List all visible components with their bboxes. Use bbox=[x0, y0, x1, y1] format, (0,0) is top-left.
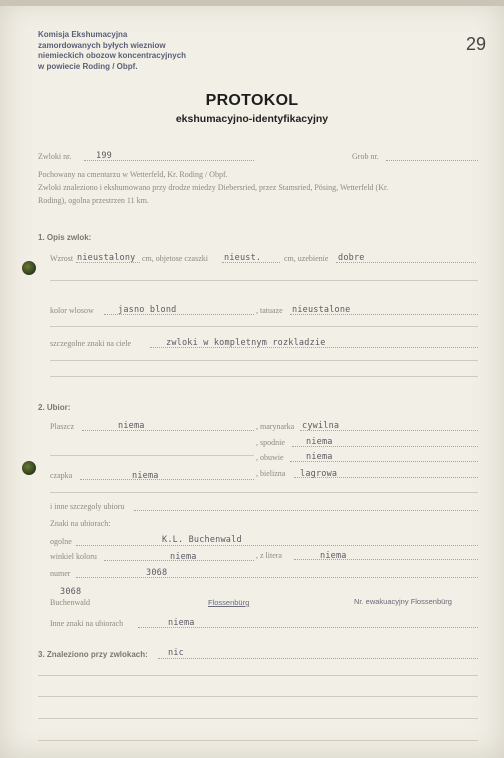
obuwie-label: , obuwie bbox=[256, 453, 284, 462]
page-number: 29 bbox=[465, 34, 486, 54]
kolor-wlosow-label: kolor wlosow bbox=[50, 306, 94, 315]
blank-rule-10 bbox=[38, 740, 478, 741]
marynarka-label: , marynarka bbox=[256, 422, 295, 431]
blank-rule-8 bbox=[38, 696, 478, 697]
buchenwald-label: Buchenwald bbox=[50, 598, 90, 607]
znaki-na-ciele-label: szczegolne znaki na ciele bbox=[50, 339, 132, 348]
numer-dotline bbox=[76, 577, 478, 578]
wzrost-value: nieustalony bbox=[77, 253, 136, 263]
inne-szczegoly-dotline bbox=[134, 510, 478, 511]
pochowany-text: Pochowany na cmentarzu w Wetterfeld, Kr. Roding / Obpf. bbox=[38, 170, 228, 179]
tatuaze-label: , tatuaze bbox=[256, 306, 283, 315]
znalezione-line-1: Zwloki znaleziono i ekshumowano przy drodze miedzy Diebersried, przez Stamsried, Pösing, Wetterfeld (Kr. bbox=[38, 183, 389, 192]
inne-znaki-value: niema bbox=[168, 618, 195, 628]
zwloki-label: Zwloki nr. bbox=[38, 152, 72, 161]
obuwie-value: niema bbox=[306, 452, 333, 462]
org-line-4: w powiecie Roding / Obpf. bbox=[38, 61, 138, 71]
zwloki-value: 199 bbox=[96, 151, 112, 161]
org-line-3: niemieckich obozow koncentracyjnych bbox=[38, 51, 187, 60]
blank-rule-2 bbox=[50, 326, 478, 327]
blank-rule-1 bbox=[50, 280, 478, 281]
marynarka-value: cywilna bbox=[302, 421, 340, 431]
org-line-1: Komisja Ekshumacyjna bbox=[38, 30, 128, 39]
inne-znaki-label: Inne znaki na ubiorach bbox=[50, 619, 124, 628]
tatuaze-value: nieustalone bbox=[292, 305, 351, 315]
organization-header bbox=[38, 30, 186, 72]
flossenburg-text: Flossenbürg bbox=[208, 598, 250, 607]
czapka-value: niema bbox=[132, 471, 159, 481]
blank-rule-9 bbox=[38, 718, 478, 719]
blank-rule-3 bbox=[50, 360, 478, 361]
czapka-label: czapka bbox=[50, 471, 73, 480]
plaszcz-label: Plaszcz bbox=[50, 422, 74, 431]
document-title: PROTOKOL bbox=[205, 92, 299, 109]
numer-label: numer bbox=[50, 569, 71, 578]
bielizna-label: , bielizna bbox=[256, 469, 286, 478]
znalezione-line-2: Roding), ogolna przestrzen 11 km. bbox=[38, 196, 149, 205]
cm-objetose-label: cm, objetose czaszki bbox=[142, 254, 208, 263]
ewakuacyjny-label: Nr. ewakuacyjny Flossenbürg bbox=[354, 597, 452, 606]
winkiel-label: winkiel koloru bbox=[50, 552, 97, 561]
document-subtitle: ekshumacyjno-identyfikacyjny bbox=[175, 113, 329, 125]
bielizna-value: lagrowa bbox=[300, 469, 338, 479]
blank-rule-5 bbox=[50, 455, 254, 456]
section-3-value: nic bbox=[168, 648, 184, 658]
blank-rule-6 bbox=[50, 492, 478, 493]
znaki-na-ubiorach-label: Znaki na ubiorach: bbox=[50, 519, 111, 528]
uzebienie-value: dobre bbox=[338, 253, 365, 263]
litera-value: niema bbox=[320, 551, 347, 561]
winkiel-value: niema bbox=[170, 552, 197, 562]
inne-szczegoly-label: i inne szczegoly ubioru bbox=[50, 502, 125, 511]
znaki-na-ciele-value: zwloki w kompletnym rozkladzie bbox=[166, 338, 326, 348]
section-3-dotline bbox=[158, 658, 478, 659]
section-1-title: 1. Opis zwlok: bbox=[38, 233, 92, 242]
grob-label: Grob nr. bbox=[352, 152, 379, 161]
plaszcz-dotline bbox=[82, 430, 254, 431]
czaszka-value: nieust. bbox=[224, 253, 262, 263]
blank-rule-7 bbox=[38, 675, 478, 676]
plaszcz-value: niema bbox=[118, 421, 145, 431]
cm-uzebienie-label: cm, uzebienie bbox=[284, 254, 329, 263]
litera-label: , z litera bbox=[256, 551, 282, 560]
czapka-dotline bbox=[80, 479, 254, 480]
ogolne-dotline bbox=[76, 545, 478, 546]
grob-dotline bbox=[386, 160, 478, 161]
blank-rule-4 bbox=[50, 376, 478, 377]
top-edge-strip bbox=[0, 0, 504, 6]
buchenwald-number: 3068 bbox=[60, 587, 82, 597]
org-line-2: zamordowanych byłych wiezniow bbox=[38, 40, 166, 50]
section-2-title: 2. Ubior: bbox=[38, 403, 71, 412]
ogolne-value: K.L. Buchenwald bbox=[162, 535, 242, 545]
punch-hole-top bbox=[22, 261, 36, 275]
punch-hole-bottom bbox=[22, 461, 36, 475]
flossenburg-label bbox=[208, 598, 249, 607]
ogolne-label: ogolne bbox=[50, 537, 72, 546]
spodnie-value: niema bbox=[306, 437, 333, 447]
section-3-title: 3. Znaleziono przy zwlokach: bbox=[38, 650, 148, 659]
kolor-wlosow-value: jasno blond bbox=[118, 305, 177, 315]
wzrost-label: Wzrost bbox=[50, 254, 74, 263]
spodnie-label: , spodnie bbox=[256, 438, 285, 447]
numer-value: 3068 bbox=[146, 568, 168, 578]
